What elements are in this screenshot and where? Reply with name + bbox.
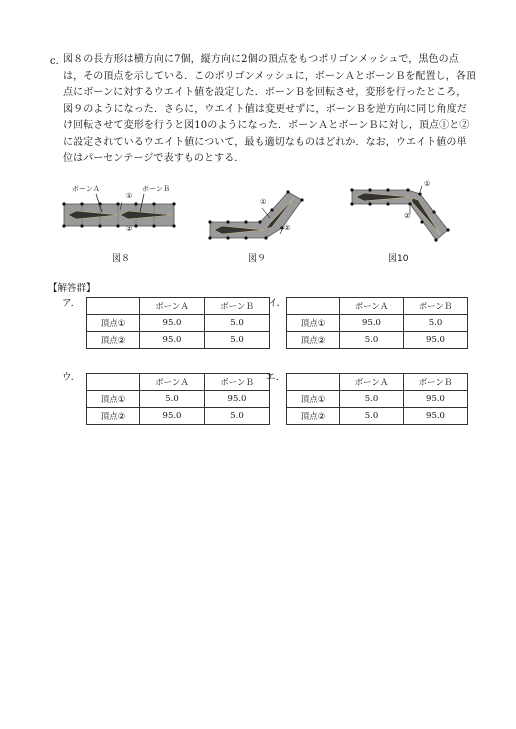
cell-value: 95.0 bbox=[404, 391, 468, 408]
row-label: 頂点① bbox=[87, 391, 140, 408]
question-line: に設定されているウエイト値について，最も適切なものはどれか．なお，ウエイト値の単 bbox=[63, 136, 467, 148]
question-label: c． bbox=[50, 56, 66, 67]
corner-cell bbox=[287, 298, 340, 315]
cell-value: 95.0 bbox=[205, 391, 270, 408]
option-a-label: ア． bbox=[62, 298, 81, 309]
question-line: 位はパーセンテージで表すものとする． bbox=[63, 153, 245, 164]
row-label: 頂点② bbox=[87, 332, 140, 349]
cell-value: 5.0 bbox=[340, 332, 404, 349]
cell-value: 5.0 bbox=[404, 315, 468, 332]
option-e-table bbox=[286, 373, 468, 425]
cell-value: 5.0 bbox=[140, 391, 205, 408]
cell-value: 95.0 bbox=[140, 332, 205, 349]
cell-value: 5.0 bbox=[205, 332, 270, 349]
question-line: 図９のようになった．さらに，ウエイト値は変更せずに，ボーンＢを逆方向に同じ角度だ bbox=[63, 103, 467, 115]
answer-group-title: 【解答群】 bbox=[48, 283, 96, 294]
question-line: 図８の長方形は横方向に7個，縦方向に2個の頂点をもつポリゴンメッシュで，黒色の点 bbox=[63, 54, 459, 65]
row-label: 頂点② bbox=[287, 408, 340, 425]
option-i-table bbox=[286, 297, 468, 349]
cell-value: 95.0 bbox=[140, 408, 205, 425]
question-line: 点にボーンに対するウエイト値を設定した．ボーンＢを回転させ，変形を行ったところ， bbox=[63, 87, 467, 98]
header-bone-b: ボーンＢ bbox=[205, 374, 270, 391]
row-label: 頂点① bbox=[87, 315, 140, 332]
cell-value: 95.0 bbox=[404, 408, 468, 425]
cell-value: 5.0 bbox=[205, 315, 270, 332]
option-a-table bbox=[86, 297, 270, 349]
row-label: 頂点① bbox=[287, 315, 340, 332]
header-bone-a: ボーンＡ bbox=[140, 374, 205, 391]
question-line: け回転させて変形を行うと図10のようになった．ボーンＡとボーンＢに対し，頂点①と② bbox=[63, 120, 470, 131]
vertex-1-label: ① bbox=[424, 180, 431, 188]
figure-9-caption: 図９ bbox=[248, 254, 267, 264]
cell-value: 95.0 bbox=[340, 315, 404, 332]
vertex-1-label: ① bbox=[260, 198, 267, 206]
option-u-table bbox=[86, 373, 270, 425]
option-u-label: ウ． bbox=[62, 372, 81, 383]
bone-b-label: ボーンＢ bbox=[142, 185, 170, 193]
question-line: は，その頂点を示している．このポリゴンメッシュに，ボーンＡとボーンＢを配置し，各頂 bbox=[63, 70, 476, 82]
header-bone-b: ボーンＢ bbox=[404, 374, 468, 391]
corner-cell bbox=[87, 374, 140, 391]
header-bone-a: ボーンＡ bbox=[140, 298, 205, 315]
cell-value: 95.0 bbox=[404, 332, 468, 349]
figure-10-mesh bbox=[348, 172, 468, 244]
question-text bbox=[63, 52, 479, 168]
vertex-2-label: ② bbox=[126, 225, 133, 233]
header-bone-b: ボーンＢ bbox=[205, 298, 270, 315]
figure-9-mesh bbox=[202, 180, 332, 242]
figure-10 bbox=[348, 172, 468, 265]
header-bone-a: ボーンＡ bbox=[340, 298, 404, 315]
row-label: 頂点② bbox=[87, 408, 140, 425]
vertex-2-label: ② bbox=[404, 212, 411, 220]
bone-a-label: ボーンＡ bbox=[72, 185, 100, 193]
figure-8 bbox=[56, 180, 186, 265]
option-e-label: エ． bbox=[266, 372, 286, 383]
cell-value: 5.0 bbox=[340, 391, 404, 408]
corner-cell bbox=[87, 298, 140, 315]
cell-value: 5.0 bbox=[205, 408, 270, 425]
figure-10-caption: 図10 bbox=[388, 254, 409, 264]
header-bone-a: ボーンＡ bbox=[340, 374, 404, 391]
figure-8-caption: 図８ bbox=[112, 254, 131, 264]
figure-9 bbox=[202, 180, 332, 265]
row-label: 頂点① bbox=[287, 391, 340, 408]
row-label: 頂点② bbox=[287, 332, 340, 349]
cell-value: 5.0 bbox=[340, 408, 404, 425]
option-i-label: イ． bbox=[268, 298, 287, 309]
vertex-1-label: ① bbox=[126, 192, 133, 200]
corner-cell bbox=[287, 374, 340, 391]
header-bone-b: ボーンＢ bbox=[404, 298, 468, 315]
cell-value: 95.0 bbox=[140, 315, 205, 332]
vertex-2-label: ② bbox=[284, 224, 291, 232]
